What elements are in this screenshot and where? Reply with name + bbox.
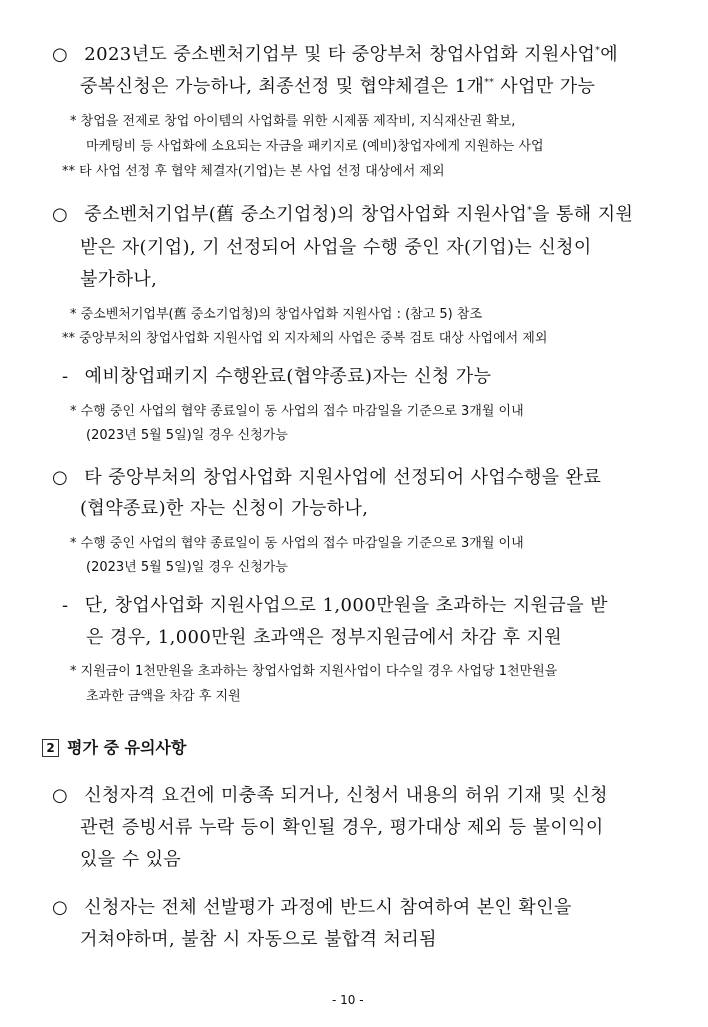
page-number: - 10 -	[332, 993, 364, 1007]
dash-mark: -	[62, 595, 69, 616]
bullet-line	[52, 200, 633, 226]
section-number-box: 2	[42, 739, 59, 757]
dash-line	[62, 362, 491, 388]
bullet-line-continued: (협약종료)한 자는 신청이 가능하나,	[80, 498, 369, 519]
bullet-text: 2023년도 중소벤처기업부 및 타 중앙부처 창업사업화 지원사업	[84, 44, 596, 65]
bullet-text: 타 중앙부처의 창업사업화 지원사업에 선정되어 사업수행을 완료	[84, 467, 602, 488]
bullet-line	[52, 781, 608, 807]
footnote-line: * 지원금이 1천만원을 초과하는 창업사업화 지원사업이 다수일 경우 사업당 1천만원을	[70, 664, 558, 679]
bullet-line	[52, 40, 618, 66]
section-heading	[42, 735, 186, 758]
bullet-mark: ○	[52, 897, 69, 918]
bullet-line-continued: 거쳐야하며, 불참 시 자동으로 불합격 처리됨	[80, 929, 437, 950]
dash-line	[62, 591, 608, 617]
bullet-text: 사업만 가능	[494, 76, 596, 97]
dash-text: 단, 창업사업화 지원사업으로 1,000만원을 초과하는 지원금을 받	[84, 595, 608, 616]
bullet-text: 을 통해 지원	[532, 204, 634, 225]
footnote-line: (2023년 5월 5일)일 경우 신청가능	[86, 560, 288, 575]
footnote-line: * 중소벤처기업부(舊 중소기업청)의 창업사업화 지원사업 : (참고 5) 참조	[70, 307, 483, 322]
bullet-line	[52, 463, 601, 489]
footnote-line: * 수행 중인 사업의 협약 종료일이 동 사업의 접수 마감일을 기준으로 3개월 이내	[70, 404, 524, 419]
dash-mark: -	[62, 366, 69, 387]
dash-line-continued: 은 경우, 1,000만원 초과액은 정부지원금에서 차감 후 지원	[86, 627, 563, 648]
footnote-line: * 창업을 전제로 창업 아이템의 사업화를 위한 시제품 제작비, 지식재산권 확보,	[70, 114, 516, 129]
footnote-line: 마케팅비 등 사업화에 소요되는 자금을 패키지로 (예비)창업자에게 지원하는 사업	[86, 139, 544, 154]
bullet-mark: ○	[52, 785, 69, 806]
footnote-mark: *	[527, 206, 533, 216]
bullet-text: 신청자는 전체 선발평가 과정에 반드시 참여하여 본인 확인을	[84, 897, 572, 918]
bullet-line-continued: 관련 증빙서류 누락 등이 확인될 경우, 평가대상 제외 등 불이익이	[80, 817, 604, 838]
footnote-line: ** 중앙부처의 창업사업화 지원사업 외 지자체의 사업은 중복 검토 대상 사업에서 제외	[62, 331, 548, 346]
dash-text: 예비창업패키지 수행완료(협약종료)자는 신청 가능	[84, 366, 492, 387]
footnote-line: 초과한 금액을 차감 후 지원	[86, 689, 241, 704]
bullet-text: 중소벤처기업부(舊 중소기업청)의 창업사업화 지원사업	[84, 204, 528, 225]
bullet-line-continued	[80, 72, 595, 98]
footnote-line: * 수행 중인 사업의 협약 종료일이 동 사업의 접수 마감일을 기준으로 3개월 이내	[70, 536, 524, 551]
footnote-line: ** 타 사업 선정 후 협약 체결자(기업)는 본 사업 선정 대상에서 제외	[62, 164, 445, 179]
bullet-text: 중복신청은 가능하나, 최종선정 및 협약체결은 1개	[80, 76, 485, 97]
bullet-line	[52, 893, 572, 919]
footnote-line: (2023년 5월 5일)일 경우 신청가능	[86, 428, 288, 443]
footnote-mark: *	[595, 46, 601, 56]
bullet-line-continued: 받은 자(기업), 기 선정되어 사업을 수행 중인 자(기업)는 신청이	[80, 237, 592, 258]
bullet-line-continued: 불가하나,	[80, 269, 158, 290]
bullet-text: 에	[600, 44, 618, 65]
bullet-line-continued: 있을 수 있음	[80, 849, 182, 870]
bullet-text: 신청자격 요건에 미충족 되거나, 신청서 내용의 허위 기재 및 신청	[84, 785, 608, 806]
section-title: 평가 중 유의사항	[67, 738, 187, 757]
footnote-mark: **	[484, 78, 495, 88]
bullet-mark: ○	[52, 44, 69, 65]
bullet-mark: ○	[52, 467, 69, 488]
bullet-mark: ○	[52, 204, 69, 225]
